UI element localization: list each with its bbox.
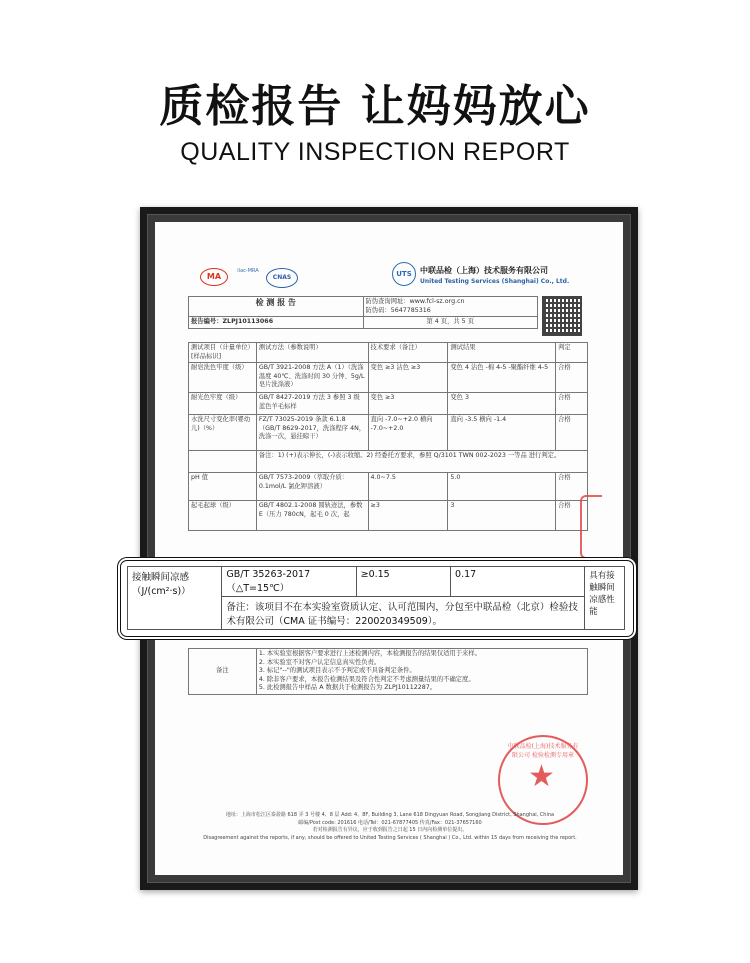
zoom-item: 接触瞬间凉感（J/(cm²·s)） xyxy=(128,567,222,630)
cell-result: 变色 3 xyxy=(448,393,556,415)
cell-item: 水洗尺寸变化率(婴幼儿)（%） xyxy=(189,415,257,451)
anti-fake-info xyxy=(363,297,538,317)
report-footer xyxy=(172,812,608,842)
table-row xyxy=(189,415,588,451)
cell-method: GB/T 8427-2019 方法 3 参照 3 级蓝色羊毛标样 xyxy=(256,393,368,415)
table-row xyxy=(189,363,588,393)
report-title: 检 测 报 告 xyxy=(189,297,364,317)
cell-verdict: 合格 xyxy=(556,415,588,451)
cnas-logo: CNAS xyxy=(266,268,298,288)
header-cell: 测试方法（参数说明） xyxy=(256,343,368,363)
table-row xyxy=(189,473,588,501)
org-name-cn: 中联品检（上海）技术服务有限公司 xyxy=(420,266,548,275)
cell-verdict: 合格 xyxy=(556,363,588,393)
remark-line: 1. 本实验室根据客户要求进行上述检测内容，本检测报告的结果仅适用于来样。 xyxy=(258,650,481,657)
cell-req: 直向 -7.0~+2.0 横向 -7.0~+2.0 xyxy=(368,415,448,451)
cell-req: 4.0~7.5 xyxy=(368,473,448,501)
cell-item xyxy=(189,451,257,473)
ilac-logo: ilac-MRA xyxy=(237,268,259,274)
cell-item: pH 值 xyxy=(189,473,257,501)
cell-method: GB/T 7573-2009（萃取介质：0.1mol/L 氯化钾溶液） xyxy=(256,473,368,501)
qr-code-icon xyxy=(542,296,582,336)
cell-req: 变色 ≥3 xyxy=(368,393,448,415)
remarks-table xyxy=(188,648,588,695)
zoom-note: 备注：该项目不在本实验室资质认定、认可范围内，分包至中联品检（北京）检验技术有限公司（CMA 证书编号：220020349509）。 xyxy=(222,597,585,630)
report-logos xyxy=(170,260,610,290)
header-cell: 技术要求（备注） xyxy=(368,343,448,363)
cma-logo: MA xyxy=(200,268,228,286)
header-cell: 测试结果 xyxy=(448,343,556,363)
cell-verdict: 合格 xyxy=(556,501,588,531)
seal-star-icon: ★ xyxy=(528,759,555,794)
remark-line: 3. 标记"--"的测试项目表示不予判定或不具备判定条件。 xyxy=(258,667,416,674)
cell-method: GB/T 3921-2008 方法 A（1）（洗涤温度 40℃、洗涤时间 30 分钟、5g/L 皂片洗涤液） xyxy=(256,363,368,393)
page-count: 第 4 页，共 5 页 xyxy=(363,317,538,329)
cell-item: 耐皂洗色牢度（级） xyxy=(189,363,257,393)
zoom-verdict: 具有接触瞬间凉感性能 xyxy=(585,567,625,630)
side-seal-stamp xyxy=(580,495,602,559)
results-table xyxy=(188,342,588,531)
cell-result: 直向 -3.5 横向 -1.4 xyxy=(448,415,556,451)
cell-item: 起毛起球（级） xyxy=(189,501,257,531)
org-name-en: United Testing Services (Shanghai) Co., Ltd. xyxy=(420,278,570,285)
header-cell: 判定 xyxy=(556,343,588,363)
remark-line: 4. 除非客户要求，本报告检测结果及符合性判定不考虑测量结果的不确定度。 xyxy=(258,675,475,683)
cell-item: 耐光色牢度（级） xyxy=(189,393,257,415)
table-row xyxy=(189,501,588,531)
cell-method: FZ/T 73025-2019 条款 6.1.8（GB/T 8629-2017，洗涤程序 4N，洗涤一次，悬挂晾干） xyxy=(256,415,368,451)
zoom-result: 0.17 xyxy=(451,567,585,597)
cell-verdict: 合格 xyxy=(556,473,588,501)
zoomed-result-table xyxy=(127,566,625,630)
cell-verdict: 合格 xyxy=(556,393,588,415)
footer-notice-cn: 若对检测报告有异议，应于收到报告之日起 15 日内向检测单位提出。 xyxy=(312,827,468,833)
table-row xyxy=(189,393,588,415)
remarks-content xyxy=(256,649,587,695)
seal-text: 中联品检(上海)技术服务有限公司 检验检测专用章 xyxy=(507,743,579,759)
cell-result: 3 xyxy=(448,501,556,531)
cell-req: ≥3 xyxy=(368,501,448,531)
cell-result: 变色 4 沾色 -棉 4-5 -聚酯纤维 4-5 xyxy=(448,363,556,393)
footer-address: 地址：上海市松江区泰盈路 618 弄 3 号楼 4、8 层 Add: 4、8F, Building 3, Lane 618 Dingyuan Road, Songjiang District, Shanghai, China xyxy=(225,812,555,818)
zoom-req: ≥0.15 xyxy=(356,567,450,597)
anti-fake-site: 防伪查询网址：www.fcl-sz.org.cn xyxy=(365,298,465,305)
cell-result: 5.0 xyxy=(448,473,556,501)
cell-req: 变色 ≥3 沾色 ≥3 xyxy=(368,363,448,393)
page-heading: 质检报告 让妈妈放心 xyxy=(159,81,591,132)
zoomed-result-callout xyxy=(120,560,634,637)
page-subheading: QUALITY INSPECTION REPORT xyxy=(180,138,570,166)
cell-note: 备注：1) (+)表示伸长，(-)表示收缩。2) 经委托方要求，参照 Q/3101 TWN 002-2023 一等品 进行判定。 xyxy=(256,451,587,473)
remark-line: 2. 本实验室不对客户认定信息真实性负责。 xyxy=(258,658,381,666)
report-number: 报告编号：ZLPJ10113066 xyxy=(189,317,364,329)
table-row xyxy=(189,451,588,473)
report-header-table xyxy=(188,296,538,329)
footer-notice-en: Disagreement against the reports, if any, should be offered to United Testing Services ( Shanghai ) Co., Ltd. within 15 days from receiving the report. xyxy=(203,834,577,841)
remark-line: 5. 此检测报告中样品 A 数据共于检测报告为 ZLPJ10112287。 xyxy=(258,684,437,691)
anti-fake-code: 防伪码：5647785316 xyxy=(365,306,431,314)
table-header-row xyxy=(189,343,588,363)
header-cell: 测试项目（计量单位）[样品标识] xyxy=(189,343,257,363)
zoom-method: GB/T 35263-2017（△T=15℃） xyxy=(222,567,356,597)
remarks-label: 备注 xyxy=(189,649,257,695)
cell-method: GB/T 4802.1-2008 圆轨迹法，参数 E（压力 780cN，起毛 0 次，起 xyxy=(256,501,368,531)
uts-logo: UTS xyxy=(392,262,416,286)
footer-contact: 邮编/Post code: 201616 电话/Tel：021-67877405 传真/Fax：021-37657160 xyxy=(298,819,482,826)
